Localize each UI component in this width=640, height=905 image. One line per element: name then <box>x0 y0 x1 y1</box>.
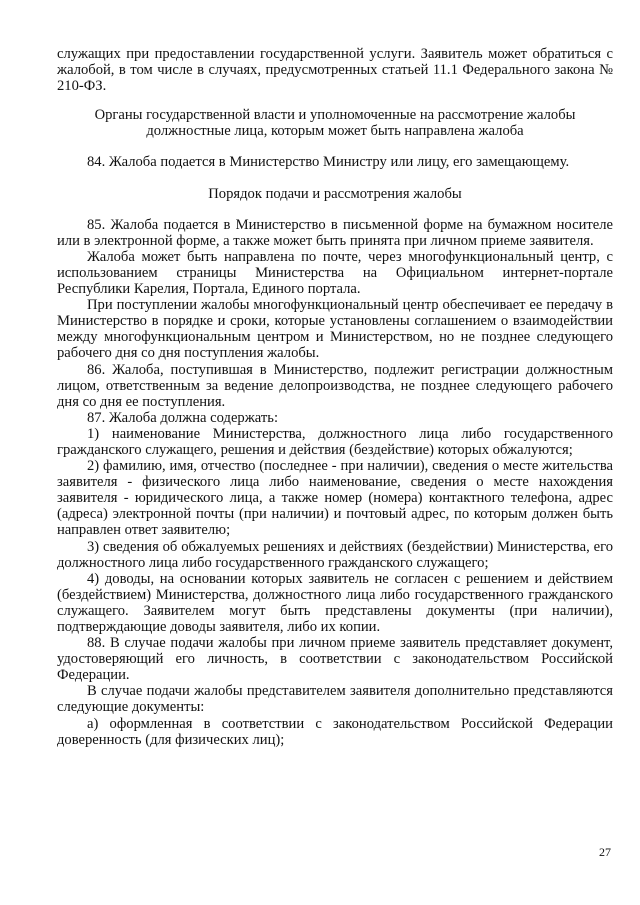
list-item-3: 3) сведения об обжалуемых решениях и действиях (бездействии) Министерства, его должностного лица либо государственного гражданского служащего; <box>57 538 613 571</box>
paragraph-mfc: При поступлении жалобы многофункциональный центр обеспечивает ее передачу в Министерство в порядке и сроки, которые установлены соглашением о взаимодействии между многофункциональным центром и Министерством, но не позднее следующего рабочего дня со дня поступления жалобы. <box>57 297 613 362</box>
page-number: 27 <box>599 845 611 859</box>
section-heading-procedure: Порядок подачи и рассмотрения жалобы <box>208 185 462 202</box>
list-item-a: а) оформленная в соответствии с законодательством Российской Федерации доверенность (для физических лиц); <box>57 715 613 748</box>
paragraph-continuation: служащих при предоставлении государственной услуги. Заявитель может обратиться с жалобой, в том числе в случаях, предусмотренных статьей 11.1 Федерального закона № 210-ФЗ. <box>57 46 613 95</box>
paragraph-mail: Жалоба может быть направлена по почте, через многофункциональный центр, с использованием страницы Министерства на Официальном интернет-портале Республики Карелия, Портала, Единого портала. <box>57 248 613 298</box>
paragraph-86: 86. Жалоба, поступившая в Министерство, подлежит регистрации должностным лицом, ответственным за ведение делопроизводства, не позднее следующего рабочего дня со дня ее поступления. <box>57 361 613 410</box>
paragraph-85: 85. Жалоба подается в Министерство в письменной форме на бумажном носителе или в электронной форме, а также может быть принята при личном приеме заявителя. <box>57 216 613 249</box>
list-item-4: 4) доводы, на основании которых заявитель не согласен с решением и действием (бездействием) Министерства, должностного лица либо государственного гражданского служащего. Заявителем могут быть представлены документы (при наличии), подтверждающие доводы заявителя, либо их копии. <box>57 570 613 635</box>
section-heading-authorities: Органы государственной власти и уполномоченные на рассмотрение жалобы должностные лица, которым может быть направлена жалоба <box>94 107 576 140</box>
paragraph-84: 84. Жалоба подается в Министерство Министру или лицу, его замещающему. <box>87 154 570 171</box>
document-body <box>57 46 613 748</box>
list-item-2: 2) фамилию, имя, отчество (последнее - при наличии), сведения о месте жительства заявителя - физического лица либо наименование, сведения о месте нахождения заявителя - юридического лица, а также номер (номера) контактного телефона, адрес (адреса) электронной почты (при наличии) и почтовый адрес, по которым должен быть направлен ответ заявителю; <box>57 458 613 539</box>
list-item-1: 1) наименование Министерства, должностного лица либо государственного гражданского служащего, решения и действия (бездействие) которых обжалуются; <box>57 425 613 458</box>
paragraph-87: 87. Жалоба должна содержать: <box>87 409 278 426</box>
paragraph-88: 88. В случае подачи жалобы при личном приеме заявитель представляет документ, удостоверяющий его личность, в соответствии с законодательством Российской Федерации. <box>57 635 613 684</box>
paragraph-representative: В случае подачи жалобы представителем заявителя дополнительно представляются следующие документы: <box>57 683 613 716</box>
